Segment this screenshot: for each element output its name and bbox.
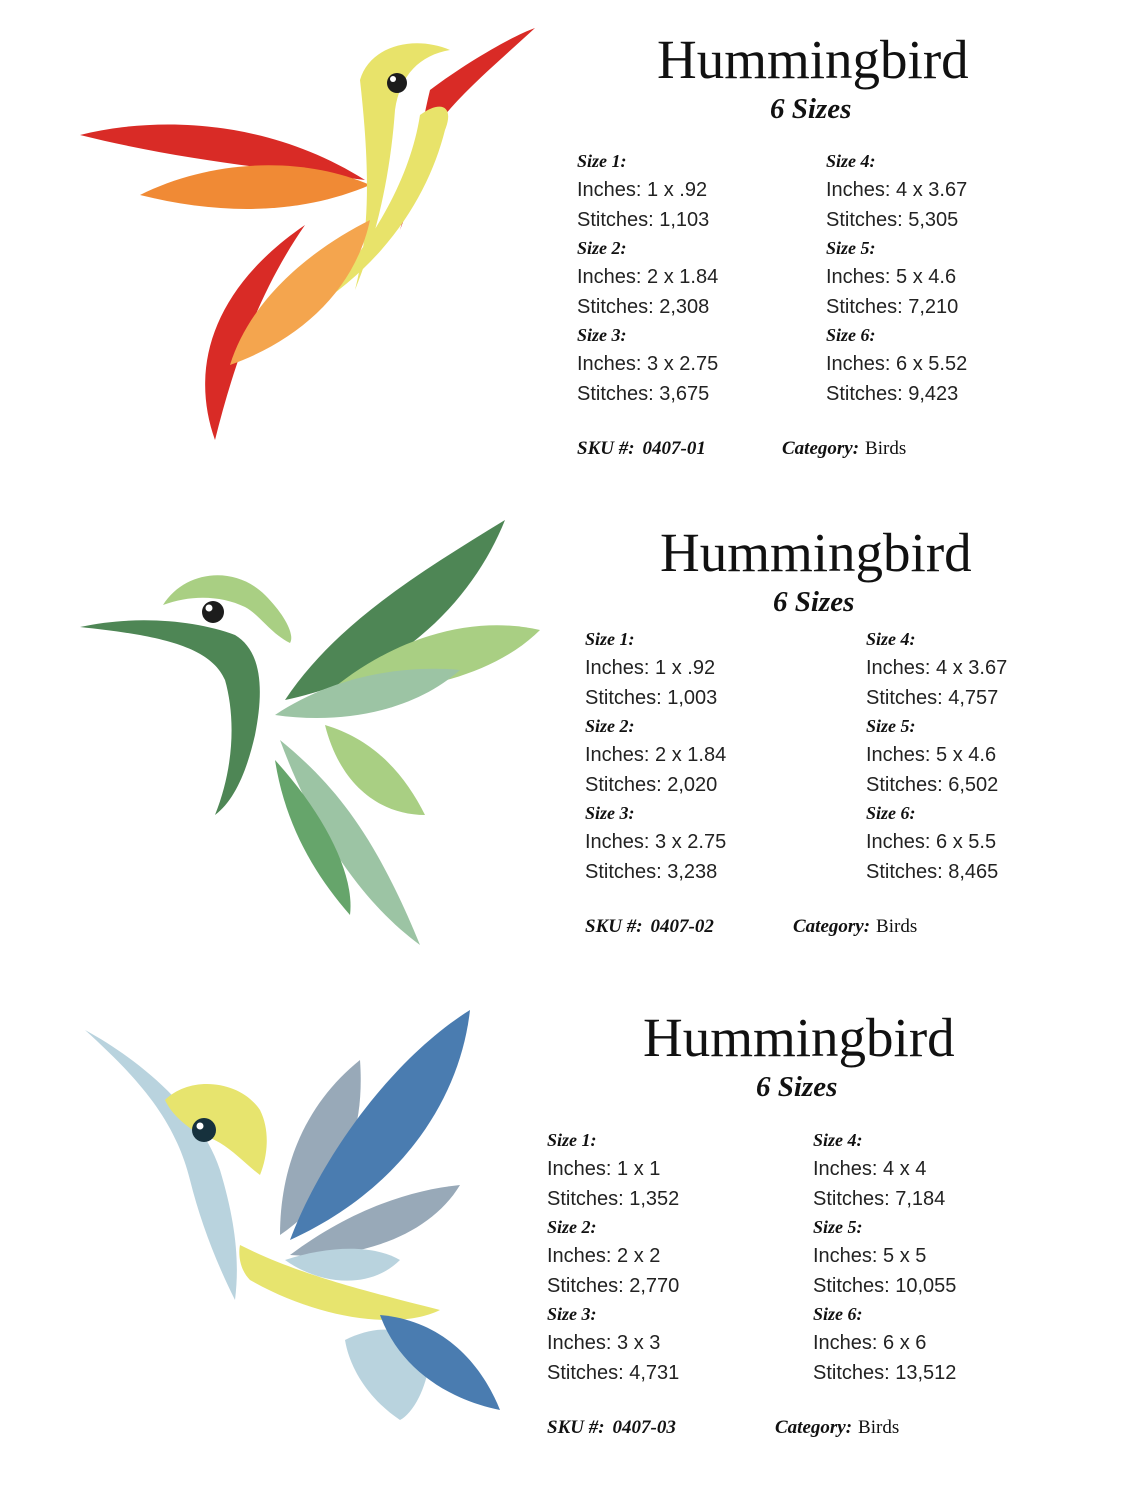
size-stitches: Stitches: 3,238 [585, 861, 718, 883]
category-line [775, 1417, 899, 1439]
size-inches: Inches: 5 x 5 [813, 1245, 927, 1267]
size-inches: Inches: 4 x 4 [813, 1158, 927, 1180]
size-inches: Inches: 6 x 5.52 [826, 353, 968, 375]
category-value: Birds [858, 1417, 900, 1438]
size-stitches: Stitches: 7,184 [813, 1188, 946, 1210]
size-inches: Inches: 1 x .92 [585, 657, 716, 679]
design-subtitle: 6 Sizes [773, 586, 855, 618]
design-title: Hummingbird [660, 522, 972, 583]
size-inches: Inches: 6 x 5.5 [866, 831, 997, 853]
size-label: Size 4: [826, 151, 876, 171]
size-stitches: Stitches: 10,055 [813, 1275, 957, 1297]
sizes-column-right [826, 148, 1066, 409]
sku-label: SKU #: [577, 438, 635, 459]
size-label: Size 4: [866, 629, 916, 649]
sku-value: 0407-02 [650, 916, 714, 937]
category-line [782, 438, 906, 460]
size-inches: Inches: 3 x 2.75 [577, 353, 719, 375]
size-stitches: Stitches: 7,210 [826, 296, 959, 318]
design-title: Hummingbird [657, 29, 969, 90]
hummingbird-red-orange-icon [70, 20, 550, 450]
sizes-column-left [585, 626, 825, 887]
size-stitches: Stitches: 1,352 [547, 1188, 680, 1210]
design-card-1 [0, 0, 1140, 495]
category-value: Birds [865, 438, 907, 459]
category-label: Category: [793, 916, 871, 937]
sizes-column-right [813, 1127, 1053, 1388]
design-card-2 [0, 495, 1140, 990]
design-title: Hummingbird [643, 1007, 955, 1068]
design-card-3 [0, 990, 1140, 1485]
size-inches: Inches: 1 x .92 [577, 179, 708, 201]
size-label: Size 1: [547, 1130, 597, 1150]
sku-value: 0407-01 [642, 438, 706, 459]
size-stitches: Stitches: 1,103 [577, 209, 710, 231]
sku-label: SKU #: [585, 916, 643, 937]
size-inches: Inches: 5 x 4.6 [866, 744, 997, 766]
size-label: Size 6: [826, 325, 876, 345]
size-label: Size 2: [547, 1217, 597, 1237]
design-subtitle: 6 Sizes [756, 1071, 838, 1103]
sku-line [577, 438, 706, 460]
size-stitches: Stitches: 13,512 [813, 1362, 957, 1384]
size-stitches: Stitches: 8,465 [866, 861, 999, 883]
size-inches: Inches: 2 x 2 [547, 1245, 661, 1267]
size-inches: Inches: 4 x 3.67 [826, 179, 968, 201]
hummingbird-green-icon [75, 515, 555, 955]
size-label: Size 6: [866, 803, 916, 823]
sku-line [585, 916, 714, 938]
category-label: Category: [775, 1417, 853, 1438]
size-label: Size 6: [813, 1304, 863, 1324]
size-inches: Inches: 5 x 4.6 [826, 266, 957, 288]
size-stitches: Stitches: 5,305 [826, 209, 959, 231]
size-inches: Inches: 1 x 1 [547, 1158, 661, 1180]
size-label: Size 5: [826, 238, 876, 258]
size-inches: Inches: 3 x 2.75 [585, 831, 727, 853]
size-stitches: Stitches: 3,675 [577, 383, 710, 405]
sizes-column-left [577, 148, 817, 409]
size-label: Size 4: [813, 1130, 863, 1150]
size-inches: Inches: 6 x 6 [813, 1332, 927, 1354]
category-line [793, 916, 917, 938]
size-inches: Inches: 2 x 1.84 [585, 744, 727, 766]
size-label: Size 3: [547, 1304, 597, 1324]
size-label: Size 1: [577, 151, 627, 171]
sizes-column-left [547, 1127, 787, 1388]
size-label: Size 5: [866, 716, 916, 736]
sku-value: 0407-03 [612, 1417, 676, 1438]
size-label: Size 3: [585, 803, 635, 823]
size-label: Size 5: [813, 1217, 863, 1237]
size-inches: Inches: 3 x 3 [547, 1332, 661, 1354]
sizes-column-right [866, 626, 1106, 887]
design-subtitle: 6 Sizes [770, 93, 852, 125]
size-inches: Inches: 2 x 1.84 [577, 266, 719, 288]
sku-line [547, 1417, 676, 1439]
size-label: Size 2: [585, 716, 635, 736]
size-label: Size 2: [577, 238, 627, 258]
size-label: Size 1: [585, 629, 635, 649]
size-stitches: Stitches: 9,423 [826, 383, 959, 405]
size-stitches: Stitches: 2,770 [547, 1275, 680, 1297]
size-stitches: Stitches: 1,003 [585, 687, 718, 709]
size-stitches: Stitches: 6,502 [866, 774, 999, 796]
size-inches: Inches: 4 x 3.67 [866, 657, 1008, 679]
size-stitches: Stitches: 2,020 [585, 774, 718, 796]
size-stitches: Stitches: 4,757 [866, 687, 999, 709]
size-stitches: Stitches: 4,731 [547, 1362, 680, 1384]
size-stitches: Stitches: 2,308 [577, 296, 710, 318]
hummingbird-blue-yellow-icon [80, 1000, 510, 1420]
category-value: Birds [876, 916, 918, 937]
category-label: Category: [782, 438, 860, 459]
size-label: Size 3: [577, 325, 627, 345]
sku-label: SKU #: [547, 1417, 605, 1438]
